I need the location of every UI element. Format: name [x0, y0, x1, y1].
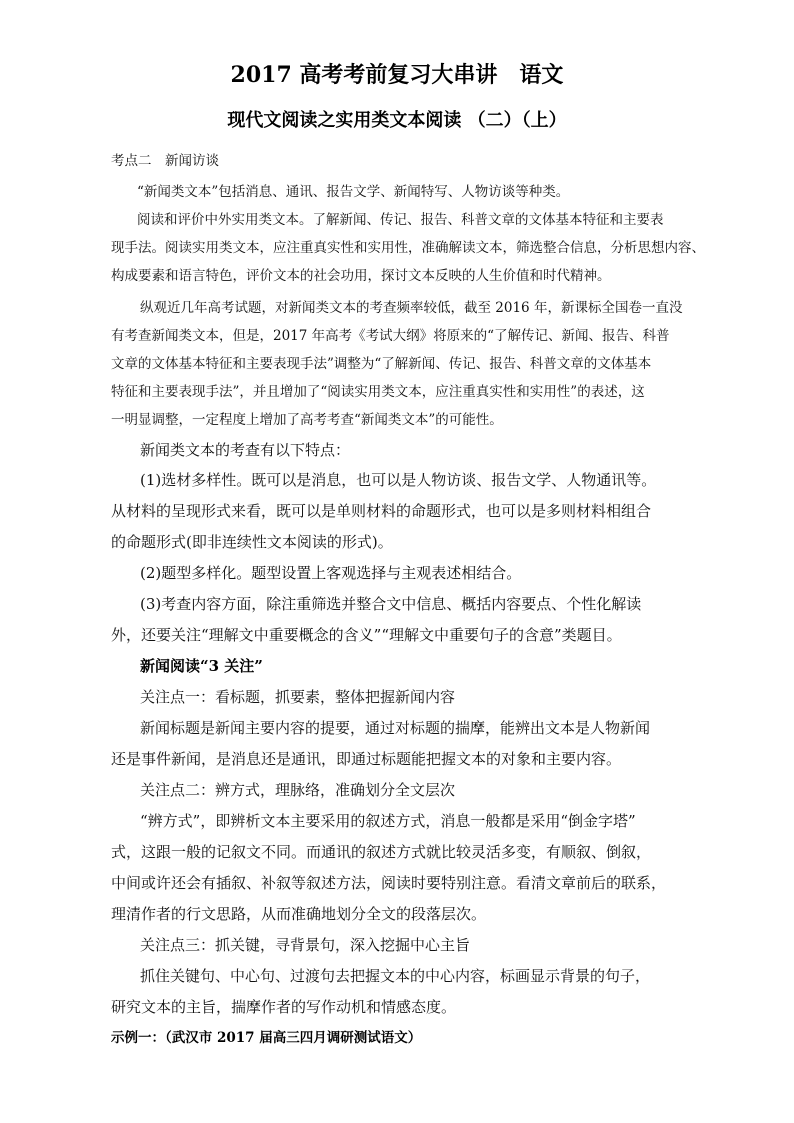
focus-point-heading: 关注点二：辨方式，理脉络，准确划分全文层次 [140, 781, 456, 799]
paragraph-line: 文章的文体基本特征和主要表现手法”调整为“了解新闻、传记、报告、科普文章的文体基本 [111, 356, 652, 372]
paragraph-line: 一明显调整，一定程度上增加了高考考查“新闻类文本”的可能性。 [111, 412, 503, 428]
subheading: 新闻阅读“3 关注” [140, 657, 263, 675]
paragraph-line: 式，这跟一般的记叙文不同。而通讯的叙述方式就比较灵活多变，有顺叙、倒叙， [111, 843, 652, 861]
paragraph-line: 现手法。阅读实用类文本，应注重真实性和实用性，准确解读文本，筛选整合信息，分析思想内容、 [111, 240, 705, 256]
paragraph-line: 阅读和评价中外实用类文本。了解新闻、传记、报告、科普文章的文体基本特征和主要表 [137, 212, 664, 228]
paragraph-line: 特征和主要表现手法”，并且增加了“阅读实用类文本，应注重真实性和实用性”的表述，这 [111, 384, 645, 400]
paragraph-line: 外，还要关注“理解文中重要概念的含义”“理解文中重要句子的含意”类题目。 [111, 626, 622, 644]
focus-point-heading: 关注点三：抓关键，寻背景句，深入挖掘中心主旨 [140, 936, 471, 954]
list-item: (3)考查内容方面，除注重筛选并整合文中信息、概括内容要点、个性化解读 [140, 595, 642, 613]
paragraph-line: 纵观近几年高考试题，对新闻类文本的考查频率较低，截至 2016 年，新课标全国卷一直没 [140, 300, 683, 316]
paragraph-line: 还是事件新闻，是消息还是通讯，即通过标题能把握文本的对象和主要内容。 [111, 750, 622, 768]
paragraph-line: “新闻类文本”包括消息、通讯、报告文学、新闻特写、人物访谈等种类。 [137, 184, 570, 200]
list-item: (2)题型多样化。题型设置上客观选择与主观表述相结合。 [140, 564, 522, 582]
paragraph-line: 构成要素和语言特色，评价文本的社会功用，探讨文本反映的人生价值和时代精神。 [111, 268, 611, 284]
list-item: (1)选材多样性。既可以是消息，也可以是人物访谈、报告文学、人物通讯等。 [140, 471, 657, 489]
paragraph-line: 抓住关键句、中心句、过渡句去把握文本的中心内容，标画显示背景的句子， [140, 967, 651, 985]
paragraph-line: 的命题形式(即非连续性文本阅读的形式)。 [111, 533, 393, 551]
paragraph-line: “辨方式”，即辨析文本主要采用的叙述方式，消息一般都是采用“倒金字塔” [140, 812, 636, 830]
paragraph-line: 从材料的呈现形式来看，既可以是单则材料的命题形式，也可以是多则材料相组合 [111, 502, 652, 520]
paragraph-line: 理清作者的行文思路，从而准确地划分全文的段落层次。 [111, 905, 487, 923]
example-heading: 示例一：（武汉市 2017 届高三四月调研测试语文） [111, 1030, 422, 1046]
paragraph-line: 新闻标题是新闻主要内容的提要，通过对标题的揣摩，能辨出文本是人物新闻 [140, 719, 651, 737]
paragraph-line: 中间或许还会有插叙、补叙等叙述方法，阅读时要特别注意。看清文章前后的联系， [111, 874, 667, 892]
page-subtitle: 现代文阅读之实用类文本阅读 （二）（上） [227, 110, 567, 131]
section-heading: 考点二 新闻访谈 [111, 153, 219, 169]
page-title: 2017 高考考前复习大串讲 语文 [230, 62, 564, 88]
paragraph-line: 新闻类文本的考查有以下特点： [140, 441, 351, 459]
paragraph-line: 有考查新闻类文本，但是，2017 年高考《考试大纲》将原来的“了解传记、新闻、报告、科普 [111, 328, 670, 344]
focus-point-heading: 关注点一：看标题，抓要素，整体把握新闻内容 [140, 688, 456, 706]
paragraph-line: 研究文本的主旨，揣摩作者的写作动机和情感态度。 [111, 998, 457, 1016]
